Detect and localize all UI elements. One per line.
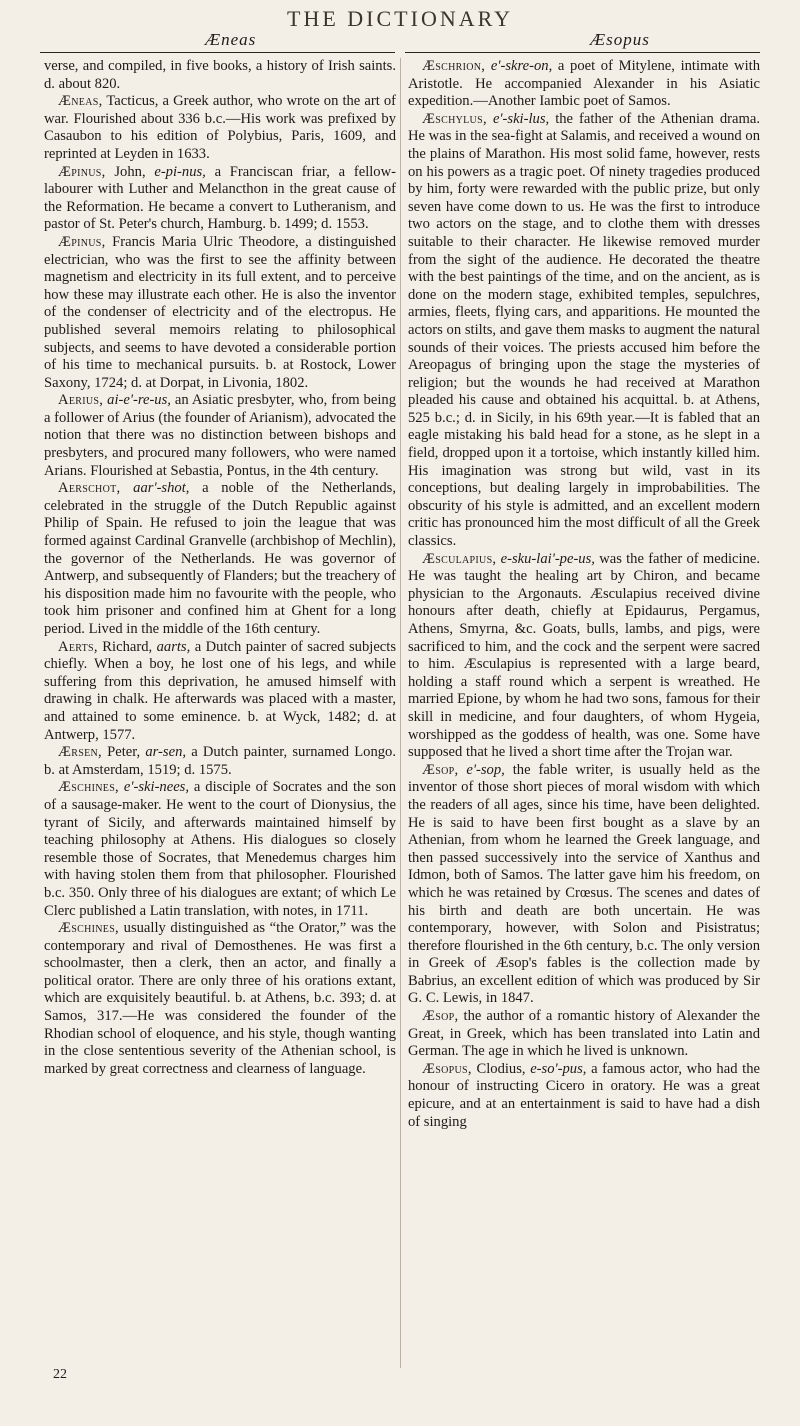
entry-pronunciation: ai-e'-re-us, [107,392,171,409]
entry-definition: an Asiatic presbyter, who, from being a follower of Arius (the founder of Arianism), advocated the notion that there was no distinction between bishops and presbyters, and procured many followers, who were named Arians. Flourished at Sebastia, Pontus, in the 4th century. [44,392,396,479]
entry-pronunciation: e'-ski-nees, [123,779,190,796]
entry-term: Æschylus, [422,110,487,127]
dictionary-entry [44,480,396,638]
entry-term: Æsopus, [422,1060,472,1077]
entry-term: Aerts, [58,638,98,655]
entry-term: Aerius, [58,392,104,409]
dictionary-entry [408,1061,760,1131]
dictionary-entry [44,58,396,93]
dictionary-entry [44,164,396,234]
entry-body: verse, and compiled, in five books, a history of Irish saints. d. about 820. [44,58,396,92]
dictionary-entry [408,1008,760,1061]
entry-term: Æneas, [58,93,103,110]
entry-definition: a Dutch painter of sacred subjects chiefly. When a boy, he lost one of his legs, and while suffering from this deprivation, he amused himself with drawing in chalk. He afterwards was placed with a master, and attained to some eminence. b. at Wyck, 1482; d. at Antwerp, 1577. [44,638,397,743]
entry-body: usually distinguished as “the Orator,” was the contemporary and rival of Demosthenes. He was first a schoolmaster, then a clerk, then an actor, and finally a political orator. There are only three of his orations extant, which are exquisitely beautiful. b. at Athens, b.c. 393; d. at Samos, 317.—He was considered the founder of the Rhodian school of eloquence, and his style, though wanting in the close sententious severity of the Athenian school, is marked by great correctness and clearness of language. [44,920,397,1077]
dictionary-entry [44,639,396,745]
right-column [408,58,760,1131]
page-number: 22 [53,1367,67,1382]
entry-definition: the fable writer, is usually held as the inventor of those short pieces of moral wisdom with which the readers of all ages, since his time, have been delighted. He is said to have been first bought as a slave by an Athenian, from whom he learned the Greek language, and then passed successively into the service of Xanthus and Idmon, both of Samos. The latter gave him his freedom, on which he was retained by Crœsus. The scenes and dates of his birth and death are both uncertain. He was contemporary, however, with Solon and Pisistratus; therefore flourished in the 6th century, b.c. The only version in Greek of Æsop's fables is the collection made by Babrius, an excellent edition of which was produced by Sir G. C. Lewis, in 1847. [408,761,760,1007]
entry-term: Æschrion, [422,58,486,74]
dictionary-entry [408,551,760,762]
entry-definition: was the father of medicine. He was taught the healing art by Chiron, and became physician to the Argonauts. Æsculapius received divine honours after death, chiefly at Epidaurus, Pergamus, Athens, Smyrna, &c. Goats, bulls, lambs, and pigs, were sacrificed to him, and the cock and the serpent were sacred to him. Æsculapius is represented with a large beard, holding a staff round which a serpent is wreathed. He married Epione, by whom he had two sons, famous for their skill in medicine, and four daughters, of whom Hygeia, worshipped as the goddess of health, was one. Some have supposed that he lived a short time after the Trojan war. [408,550,760,761]
dictionary-entry [44,234,396,392]
dictionary-entry [44,920,396,1078]
entry-body: Richard, [102,638,153,655]
entry-body: Peter, [107,744,141,761]
dictionary-entry [44,744,396,779]
entry-term: Æsop, [422,761,459,778]
entry-term: Æschines, [58,920,119,937]
column-divider [400,58,401,1368]
entry-term: Aerschot, [58,480,121,497]
entry-term: Æsop, [422,1008,459,1025]
entry-pronunciation: e'-ski-lus, [492,110,550,127]
running-head: THE DICTIONARY [287,6,513,31]
dictionary-entry [408,111,760,551]
entry-pronunciation: e'-skre-on, [490,58,553,74]
entry-term: Æschines, [58,779,119,796]
entry-pronunciation: aar'-shot, [133,480,190,497]
dictionary-entry [44,392,396,480]
left-header-rule [40,52,395,53]
dictionary-entry [408,762,760,1008]
entry-definition: a poet of Mitylene, intimate with Aristotle. He accompanied Alexander in his Asiatic expedition.—Another Iambic poet of Samos. [408,58,760,110]
dictionary-entry [408,58,760,111]
entry-pronunciation: ar-sen, [145,744,187,761]
entry-body: Francis Maria Ulric Theodore, a distinguished electrician, who was the first to see the affinity between magnetism and electricity in its full extent, and to perceive how these may illustrate each other. He is also the inventor of the condenser of electricity and of the electropus. He published several memoirs relating to philosophical subjects, and seems to have devoted a considerable portion of his time to mechanical pursuits. b. at Rostock, Lower Saxony, 1724; d. at Dorpat, in Livonia, 1802. [44,233,396,391]
entry-pronunciation: e'-sop, [466,761,505,778]
entry-pronunciation: e-so'-pus, [530,1060,587,1077]
entry-definition: a disciple of Socrates and the son of a sausage-maker. He went to the court of Dionysius, the tyrant of Sicily, and afterwards maintained himself by teaching philosophy at Athens. His dialogues so closely resemble those of Socrates, that Menedemus charges him with having stolen them from that philosopher. Flourished b.c. 350. Only three of his dialogues are extant; of which Le Clerc published a Latin translation, with notes, in 1711. [44,779,396,919]
entry-term: Æsculapius, [422,550,497,567]
dictionary-entry [44,779,396,920]
entry-body: the author of a romantic history of Alexander the Great, in Greek, which has been translated into Latin and German. The age in which he lived is unknown. [408,1008,760,1060]
entry-pronunciation: e-pi-nus, [154,163,206,180]
entry-term: Æpinus, [58,163,106,180]
entry-body: John, [114,163,146,180]
entry-body: Clodius, [476,1060,526,1077]
entry-definition: the father of the Athenian drama. He was in the sea-fight at Salamis, and received a wound on the plains of Marathon. His most solid fame, however, rests on his powers as a tragic poet. Of ninety tragedies produced by him, forty were rewarded with the public prize, but only seven have come down to us. He was the first to introduce two actors on the stage, and to clothe them with dresses suitable to their character. He likewise removed murder from the sight of the audience. He decorated the theatre with the best paintings of the time, and on the ancient, as is done on the modern stage, exhibited temples, sepulchres, armies, fleets, flying cars, and apparitions. He mounted the actors on stilts, and gave them masks to augment the natural sounds of their voices. The priests accused him before the Areopagus of bringing upon the stage the mysteries of religion; but the wounds he had received at Marathon pleaded his cause and obtained his acquittal. b. at Athens, 525 b.c.; d. in Sicily, in his 69th year.—It is fabled that an eagle mistaking his bald head for a stone, as he slept in a field, dropped upon it a tortoise, which instantly killed him. His imagination was strong but wild, vast in its conceptions, but dealing largely in improbabilities. The obscurity of his style is admitted, and an excellent modern critic has pronounced him the most difficult of all the Greek classics. [408,110,760,550]
dictionary-entry [44,93,396,163]
right-column-heading: Æsopus [590,30,650,49]
entry-definition: a Dutch painter, surnamed Longo. b. at Amsterdam, 1519; d. 1575. [44,744,396,778]
entry-definition: a famous actor, who had the honour of instructing Cicero in oratory. He was a great epicure, and at an entertainment is said to have had a dish of singing [408,1060,760,1130]
left-column [44,58,396,1078]
left-column-heading: Æneas [205,30,257,49]
entry-definition: a noble of the Netherlands, celebrated in the struggle of the Dutch Republic against Philip of Spain. He refused to join the league that was formed against Cardinal Granvelle (archbishop of Mechlin), the governor of the Netherlands. He was governor of Antwerp, and subsequently of Flanders; but the treachery of his disposition made him no favourite with the people, who took him prisoner and confined him at Ghent for a long period. Lived in the middle of the 16th century. [44,480,397,637]
entry-pronunciation: aarts, [156,638,191,655]
entry-body: Tacticus, a Greek author, who wrote on the art of war. Flourished about 336 b.c.—His work was prefixed by Casaubon to his edition of Polybius, Paris, 1609, and reprinted at Leyden in 1633. [44,93,396,162]
entry-term: Ærsen, [58,744,102,761]
entry-term: Æpinus, [58,233,106,250]
entry-definition: a Franciscan friar, a fellow-labourer with Luther and Melancthon in the great cause of the Reformation. He became a convert to Lutheranism, and pastor of St. Peter's church, Hamburg. b. 1499; d. 1553. [44,163,397,233]
right-header-rule [405,52,760,53]
entry-pronunciation: e-sku-lai'-pe-us, [500,550,595,567]
